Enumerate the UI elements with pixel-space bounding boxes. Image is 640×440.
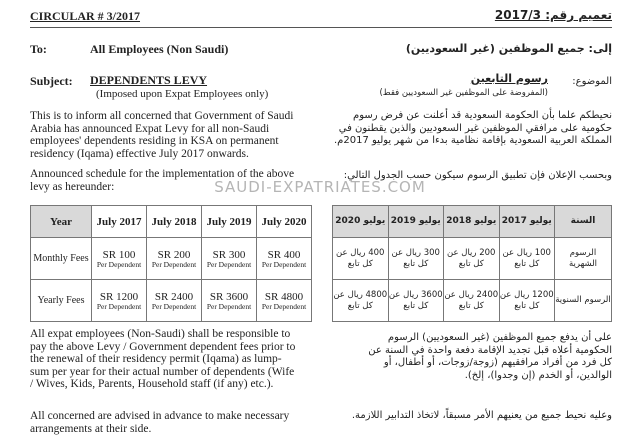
fee-table-ar-header-row bbox=[333, 206, 612, 238]
fee-table-en bbox=[30, 205, 312, 322]
row-label-yearly-ar: الرسوم السنوية bbox=[555, 280, 612, 322]
row-label-monthly-ar: الرسوم الشهرية bbox=[555, 238, 612, 280]
header-year-ar: السنة bbox=[555, 206, 612, 238]
advisory-paragraph: All concerned are advised in advance to make necessary arrangements at their side. bbox=[30, 410, 290, 435]
cell-yearly-2019-ar: 3600 ريال عن كل تابع bbox=[388, 280, 444, 322]
cell-monthly-2017: SR 100 Per Dependent bbox=[92, 238, 147, 280]
advisory-paragraph-ar: وعليه نحيط جميع من يعنيهم الأمر مسبقاً، لاتخاذ التدابير اللازمة. bbox=[351, 410, 612, 421]
to-value: All Employees (Non Saudi) bbox=[90, 42, 229, 56]
subject-subtitle: (Imposed upon Expat Employees only) bbox=[96, 88, 269, 100]
header-2017: July 2017 bbox=[92, 206, 147, 238]
cell-yearly-2018-ar: 2400 ريال عن كل تابع bbox=[444, 280, 500, 322]
intro-paragraph: This is to inform all concerned that Government of Saudi Arabia has announced Expat Levy for all non-Saudi employees' dependents residing in KSA on permanent residency (Iqama) effective July 2017 onwards. bbox=[30, 110, 294, 160]
cell-monthly-2018: SR 200 Per Dependent bbox=[147, 238, 202, 280]
cell-monthly-2018-ar: 200 ريال عن كل تابع bbox=[444, 238, 500, 280]
fee-table-ar bbox=[332, 205, 612, 322]
header-2020-ar: يوليو 2020 bbox=[333, 206, 389, 238]
watermark: SAUDI-EXPATRIATES.COM bbox=[214, 178, 426, 196]
header-2018: July 2018 bbox=[147, 206, 202, 238]
header-2017-ar: يوليو 2017 bbox=[499, 206, 555, 238]
subject-label: Subject: bbox=[30, 74, 73, 88]
schedule-paragraph-ar: وبحسب الإعلان فإن تطبيق الرسوم سيكون حسب الجدول التالي: bbox=[343, 170, 612, 181]
header-2018-ar: يوليو 2018 bbox=[444, 206, 500, 238]
subject-subtitle-ar: (المفروضة على الموظفين غير السعوديين فقط) bbox=[379, 88, 548, 98]
cell-yearly-2020: SR 4800 Per Dependent bbox=[257, 280, 312, 322]
header-divider bbox=[30, 27, 612, 28]
to-label: To: bbox=[30, 42, 47, 56]
schedule-paragraph: Announced schedule for the implementation of the above levy as hereunder: bbox=[30, 168, 295, 193]
header-year: Year bbox=[31, 206, 92, 238]
responsibility-paragraph: All expat employees (Non-Saudi) shall be responsible to pay the above Levy / Government dependent fees prior to the renewal of their residency permit (Iqama) as lump- sum per year for their actual number of dependents (Wife / Wives, Kids, Parents, Household staff (if any) etc.). bbox=[30, 328, 296, 390]
cell-monthly-2020: SR 400 Per Dependent bbox=[257, 238, 312, 280]
header-2019: July 2019 bbox=[202, 206, 257, 238]
cell-yearly-2017: SR 1200 Per Dependent bbox=[92, 280, 147, 322]
cell-yearly-2019: SR 3600 Per Dependent bbox=[202, 280, 257, 322]
table-row-yearly-ar bbox=[333, 280, 612, 322]
table-row-yearly bbox=[31, 280, 312, 322]
header-2020: July 2020 bbox=[257, 206, 312, 238]
subject-title-ar: رسوم التابعين bbox=[470, 72, 548, 85]
circular-number-en: CIRCULAR # 3/2017 bbox=[30, 9, 141, 23]
cell-yearly-2018: SR 2400 Per Dependent bbox=[147, 280, 202, 322]
subject-title: DEPENDENTS LEVY bbox=[90, 73, 208, 87]
fee-table-header-row bbox=[31, 206, 312, 238]
header-2019-ar: يوليو 2019 bbox=[388, 206, 444, 238]
circular-number-ar: تعميم رقم: 2017/3 bbox=[494, 8, 612, 22]
cell-monthly-2020-ar: 400 ريال عن كل تابع bbox=[333, 238, 389, 280]
cell-monthly-2019-ar: 300 ريال عن كل تابع bbox=[388, 238, 444, 280]
responsibility-paragraph-ar: على أن يدفع جميع الموظفين (غير السعوديين) الرسوم الحكومية أعلاه قبل تجديد الإقامة دفعة واحدة في السنة عن كل فرد من أفراد مرافقيهم (زوجة/زوجات، أو أطفال، أو الوالدين، أو الخدم (إن وجدوا)، إلخ). bbox=[368, 332, 612, 381]
intro-paragraph-ar: نحيطكم علما بأن الحكومة السعودية قد أعلنت عن فرض رسوم حكومية على مرافقي الموظفين غير السعوديين والذين يقطنون في المملكة العربية السعودية بإقامة نظامية بدءا من شهر يوليو 2017م. bbox=[334, 110, 612, 146]
table-row-monthly bbox=[31, 238, 312, 280]
to-value-ar: إلى: جميع الموظفين (غير السعوديين) bbox=[405, 42, 612, 55]
cell-yearly-2020-ar: 4800 ريال عن كل تابع bbox=[333, 280, 389, 322]
table-row-monthly-ar bbox=[333, 238, 612, 280]
cell-monthly-2017-ar: 100 ريال عن كل تابع bbox=[499, 238, 555, 280]
subject-label-ar: الموضوع: bbox=[572, 76, 612, 87]
cell-yearly-2017-ar: 1200 ريال عن كل تابع bbox=[499, 280, 555, 322]
cell-monthly-2019: SR 300 Per Dependent bbox=[202, 238, 257, 280]
row-label-yearly: Yearly Fees bbox=[31, 280, 92, 322]
row-label-monthly: Monthly Fees bbox=[31, 238, 92, 280]
